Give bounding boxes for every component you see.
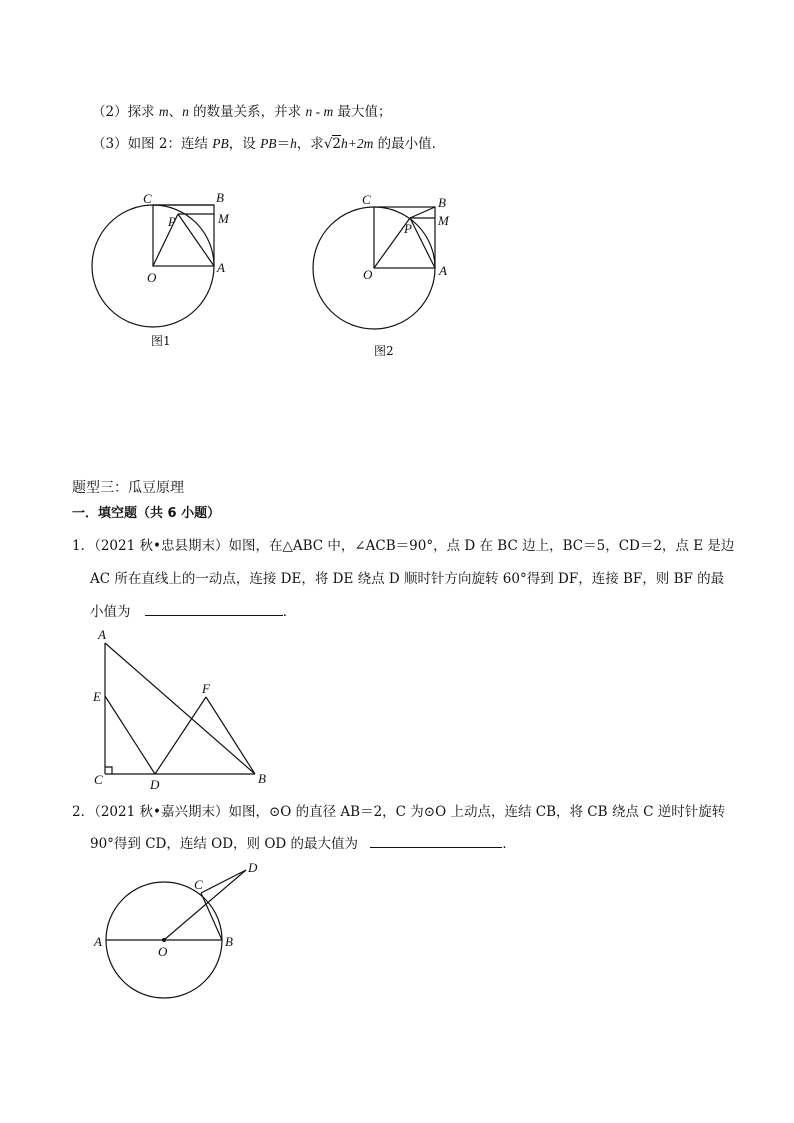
fig2-label-B: B — [438, 195, 446, 210]
fig3-label-A: A — [98, 627, 106, 642]
problem-2-line-2: 90°得到 CD，连结 OD，则 OD 的最大值为 ． — [90, 836, 516, 852]
fig2-label-M: M — [438, 213, 449, 228]
fig4-segment-od — [164, 870, 246, 940]
subsection-title: 一．填空题（共 6 小题） — [72, 506, 221, 521]
fig1-label-A: A — [217, 260, 225, 275]
fig2-label-C: C — [362, 192, 371, 207]
fig3-label-E: E — [93, 689, 101, 704]
question-3: （3）如图 2：连结 PB，设 PB＝h，求√2h+2m 的最小值. — [92, 136, 436, 152]
fig1-label-C: C — [143, 191, 152, 206]
problem-2-line-1: 2．（2021 秋•嘉兴期末）如图，⊙O 的直径 AB＝2，C 为⊙O 上动点，连结 CB，将 CB 绕点 C 逆时针旋转 — [72, 804, 726, 820]
fig2-caption: 图2 — [374, 344, 394, 358]
fig4-label-C: C — [194, 877, 203, 892]
fig4-label-D: D — [248, 860, 258, 875]
fig4-label-A: A — [94, 934, 102, 949]
sqrt-symbol: √2 — [323, 136, 342, 152]
problem-1-line-3: 小值为 ． — [90, 604, 297, 620]
fig1-label-P: P — [168, 214, 176, 229]
fig3-label-F: F — [202, 681, 210, 696]
fig3-label-B: B — [258, 771, 266, 786]
fig1-label-M: M — [218, 211, 229, 226]
fig4-label-B: B — [225, 934, 233, 949]
fig1-label-O: O — [147, 270, 157, 285]
fig3-label-C: C — [94, 772, 103, 787]
fig4-label-O: O — [158, 944, 168, 959]
fig3-label-D: D — [150, 777, 160, 792]
fig2-label-P: P — [404, 221, 412, 236]
fig1-caption: 图1 — [151, 334, 171, 348]
problem-1-line-1: 1．（2021 秋•忠县期末）如图，在△ABC 中，∠ACB＝90°，点 D 在 BC 边上，BC＝5，CD＝2，点 E 是边 — [72, 538, 735, 554]
problem-1-line-2: AC 所在直线上的一动点，连接 DE，将 DE 绕点 D 顺时针方向旋转 60°得到 DF，连接 BF，则 BF 的最 — [90, 571, 725, 587]
question-2: （2）探求 m、n 的数量关系，并求 n - m 最大值； — [92, 104, 392, 120]
fig2-label-A: A — [439, 263, 447, 278]
fig1-label-B: B — [216, 190, 224, 205]
section-title: 题型三：瓜豆原理 — [72, 480, 184, 496]
fig2-label-O: O — [363, 267, 373, 282]
fig4-center-point — [162, 938, 166, 942]
